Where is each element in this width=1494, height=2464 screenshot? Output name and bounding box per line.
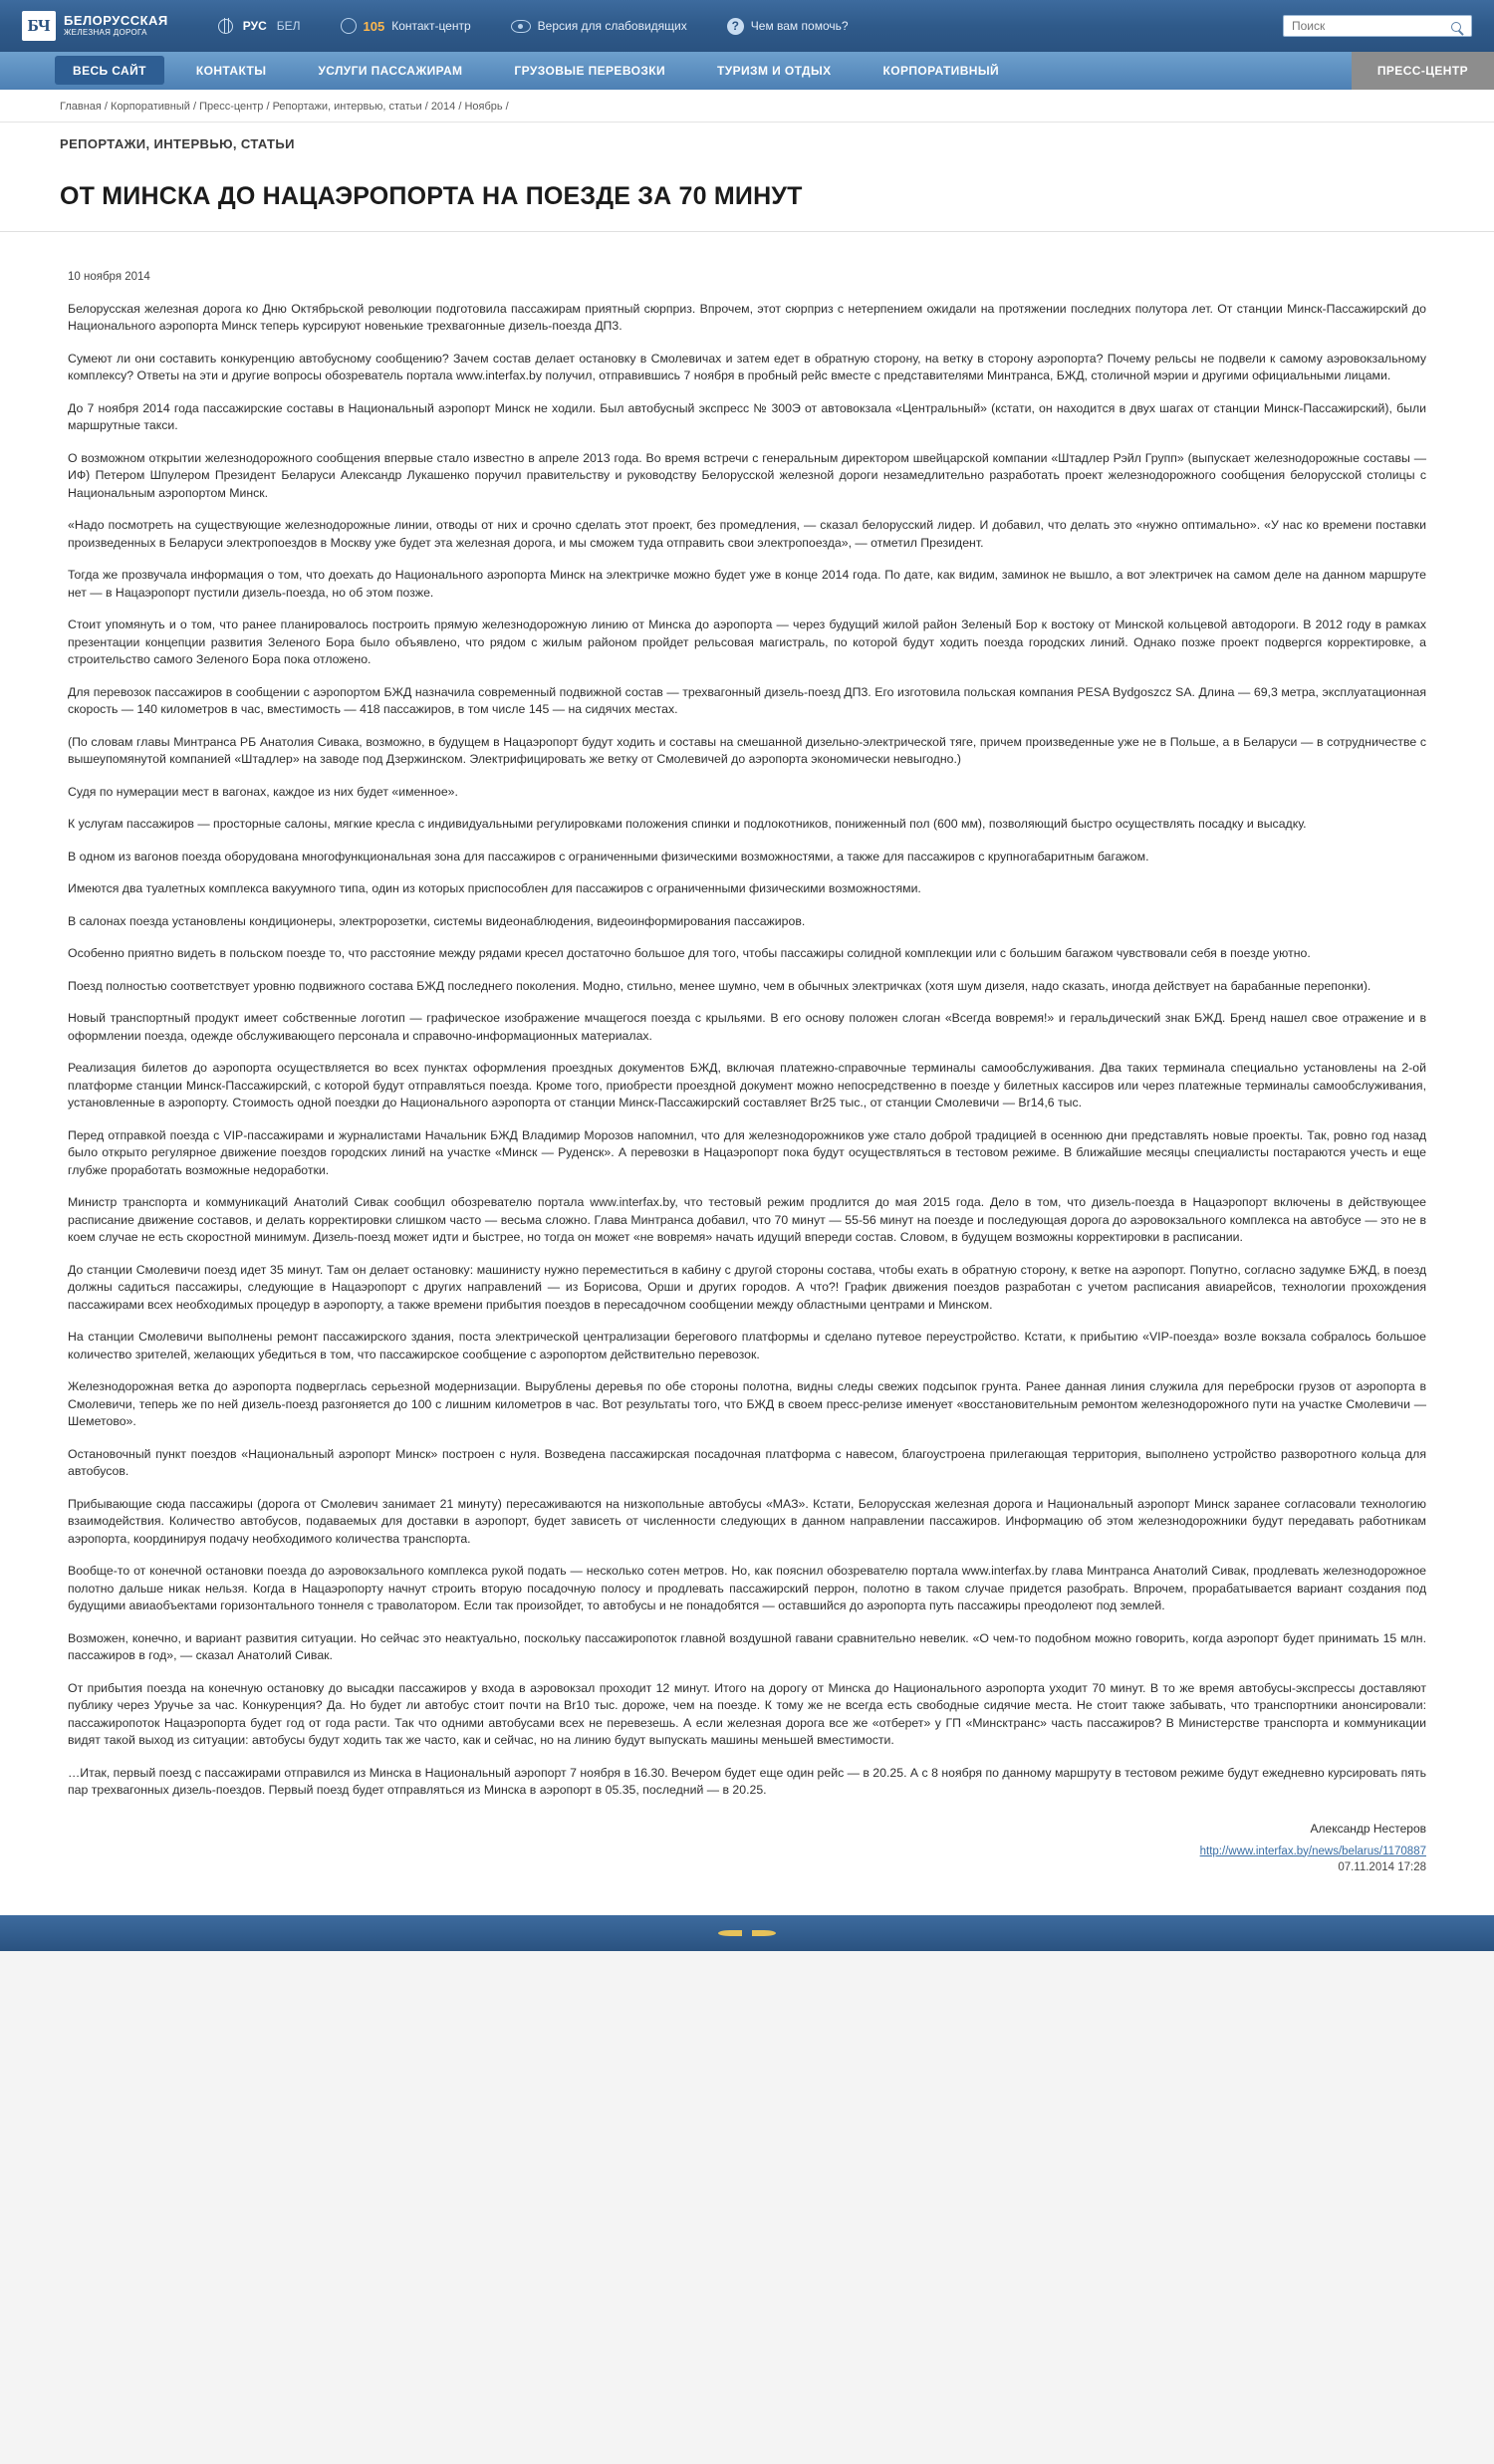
article-paragraph: Судя по нумерации мест в вагонах, каждое из них будет «именное».: [68, 784, 458, 799]
article-paragraph: Прибывающие сюда пассажиры (дорога от Смолевич занимает 21 минуту) пересаживаются на низкопольные автобусы «МАЗ». Кстати, Белорусская железная дорога и Национальный аэропорт Минск заранее согласовали технологию взаимодействия. Количество автобусов, подаваемых для доставки в аэропорт, будет зависеть от численности следующих в данном направлении пассажиров. Информацию об этом железнодорожники будут передавать работникам аэропорта, координируя подачу необходимого количества транспорта.: [68, 1496, 1426, 1546]
article-paragraph: Вообще-то от конечной остановки поезда до аэровокзального комплекса рукой подать — несколько сотен метров. Но, как пояснил обозревателю портала www.interfax.by глава Минтранса Анатолий Сивак, продлевать железнодорожное полотно дальше никак нельзя. Когда в Нацаэропорту начнут строить вторую посадочную полосу и продлевать пассажирский перрон, полотно в таком случае придется разобрать. Впрочем, прорабатывается вариант создания под будущими авиаобъектами горизонтального тоннеля с траволатором. Если так произойдет, то автобусы и не понадобятся — оставшийся до аэропорта путь пассажиры преодолеют под землей.: [68, 1564, 1426, 1612]
wings-icon: [718, 1925, 776, 1941]
logo-icon: БЧ: [22, 11, 56, 41]
article-paragraph: До станции Смолевичи поезд идет 35 минут. Там он делает остановку: машинисту нужно переместиться в кабину с другой стороны состава, чтобы ехать в обратную сторону, к ветке на аэропорт. Попутно, согласно задумке БЖД, в поезд должны садиться пассажиры, следующие в Нацаэропорт с других направлений — из Борисова, Орши и других городов. А что?! График движения поездов разработан с учетом расписания авиарейсов, технологии прохождения пассажирами всех необходимых процедур в аэропорту, а также времени прибытия поездов в пересадочном сообщении между областными центрами и Минском.: [68, 1262, 1426, 1312]
nav-item-press-centr[interactable]: ПРЕСС-ЦЕНТР: [1352, 52, 1494, 90]
contact-center-label: Контакт-центр: [391, 19, 471, 33]
article-body: [0, 249, 1494, 1889]
article-paragraph: Сумеют ли они составить конкуренцию автобусному сообщению? Зачем состав делает остановку в Смолевичах и затем едет в обратную сторону, на ветку в сторону аэропорта? Почему рельсы не подвели к самому аэровокзальному комплексу? Ответы на эти и другие вопросы обозреватель портала www.interfax.by получил, отправившись 7 ноября в пробный рейс вместе с представителями Минтранса, БЖД, столичной мэрии и другими официальными лицами.: [68, 351, 1426, 382]
article-date: 10 ноября 2014: [68, 270, 150, 283]
article-paragraph: Особенно приятно видеть в польском поезде то, что расстояние между рядами кресел достаточно большое для того, чтобы пассажиры солидной комплекции или с большим багажом чувствовали себя в поезде уютно.: [68, 946, 1311, 960]
section-title: РЕПОРТАЖИ, ИНТЕРВЬЮ, СТАТЬИ: [60, 136, 295, 151]
clock-icon: [341, 18, 357, 34]
logo-text: [64, 14, 168, 38]
article-paragraph: Поезд полностью соответствует уровню подвижного состава БЖД последнего поколения. Модно, стильно, менее шумно, чем в обычных электричках (хотя шум дизеля, надо сказать, иногда действует на барабанные перепонки).: [68, 978, 1371, 993]
article-paragraph: Перед отправкой поезда с VIP-пассажирами и журналистами Начальник БЖД Владимир Морозов напомнил, что для железнодорожников уже стало доброй традицией в осеннюю дни представлять новые проекты. Так, ровно год назад было открыто регулярное движение поездов городских линий на участке «Минск — Руденск». А перевозки в Нацаэропорт пока будут осуществляться в тестовом режиме. В ближайшие месяцы специалисты постараются учесть и еще глубже проработать возможные недоработки.: [68, 1127, 1426, 1177]
article-paragraph: Имеются два туалетных комплекса вакуумного типа, один из которых приспособлен для пассажиров с ограниченными физическими возможностями.: [68, 881, 921, 895]
search-icon: [1451, 22, 1461, 32]
search-input[interactable]: [1283, 15, 1472, 37]
contact-center[interactable]: [341, 18, 471, 34]
help-link[interactable]: [727, 18, 849, 35]
nav-item-ves-sait[interactable]: ВЕСЬ САЙТ: [55, 56, 164, 85]
article-paragraph: Белорусская железная дорога ко Дню Октябрьской революции подготовила пассажирам приятный сюрприз. Впрочем, этот сюрприз с нетерпением ожидали на протяжении последних полутора лет. От станции Минск-Пассажирский до Национального аэропорта Минск теперь курсируют новенькие трехвагонные дизель-поезда ДП3.: [68, 301, 1426, 333]
main-navigation[interactable]: [0, 52, 1494, 90]
article-author: Александр Нестеров: [1310, 1821, 1426, 1836]
accessibility-label: Версия для слабовидящих: [537, 19, 687, 33]
logo-line-1: БЕЛОРУССКАЯ: [64, 13, 168, 28]
search-box[interactable]: [1283, 15, 1472, 37]
breadcrumb[interactable]: Главная / Корпоративный / Пресс-центр / Репортажи, интервью, статьи / 2014 / Ноябрь /: [0, 90, 1494, 123]
lang-ru[interactable]: РУС: [242, 19, 267, 33]
article-paragraph: О возможном открытии железнодорожного сообщения впервые стало известно в апреле 2013 года. Во время встречи с генеральным директором швейцарской компании «Штадлер Рэйл Групп» (выпускает железнодорожные составы — ИФ) Петером Шпулером Президент Беларуси Александр Лукашенко поручил правительству и руководству Белорусской железной дороги незамедлительно разработать проект железнодорожного сообщения белорусской столицы с Национальным аэропортом Минск.: [68, 450, 1426, 500]
article-paragraph: До 7 ноября 2014 года пассажирские составы в Национальный аэропорт Минск не ходили. Был автобусный экспресс № 300Э от автовокзала «Центральный» (кстати, он находится в двух шагах от станции Минск-Пассажирский), были маршрутные такси.: [68, 400, 1426, 432]
article-paragraph: Возможен, конечно, и вариант развития ситуации. Но сейчас это неактуально, поскольку пассажиропоток главной воздушной гавани сравнительно невелик. «О чем-то подобном можно говорить, когда аэропорт будет принимать 15 млн. пассажиров в год», — сказал Анатолий Сивак.: [68, 1630, 1426, 1662]
globe-icon: [218, 19, 233, 34]
nav-item-turizm-i-otdyh[interactable]: ТУРИЗМ И ОТДЫХ: [717, 64, 832, 78]
article-paragraph: Для перевозок пассажиров в сообщении с аэропортом БЖД назначила современный подвижной состав — трехвагонный дизель-поезд ДП3. Его изготовила польская компания PESA Bydgoszcz SA. Длина — 69,3 метра, эксплуатационная скорость — 140 километров в час, вместимость — 418 пассажиров, в том числе 145 — на сидячих местах.: [68, 684, 1426, 716]
logo-line-2: ЖЕЛЕЗНАЯ ДОРОГА: [64, 28, 147, 37]
article-paragraph: Реализация билетов до аэропорта осуществляется во всех пунктах оформления проездных документов БЖД, включая платежно-справочные терминалы самообслуживания. Два таких терминала специально установлены на 2-ой платформе станции Минск-Пассажирский, с которой будут отправляться поезда. Кроме того, приобрести проездной документ можно непосредственно в поезде у билетных кассиров или через платежные терминалы самообслуживания, установленные в аэропорту. Стоимость одной поездки до Национального аэропорта от станции Минск-Пассажирский составляет Br25 тыс., от станции Смолевичи — Br14,6 тыс.: [68, 1061, 1426, 1109]
article-paragraph: Новый транспортный продукт имеет собственные логотип — графическое изображение мчащегося поезда с крыльями. В его основу положен слоган «Всегда вовремя!» и геральдический знак БЖД. Бренд нашел свое отражение и в оформлении поезда, одежде обслуживающего персонала и справочно-информационных материалах.: [68, 1011, 1426, 1043]
article-paragraph: (По словам главы Минтранса РБ Анатолия Сивака, возможно, в будущем в Нацаэропорт будут ходить и составы на смешанной дизельно-электрической тяге, причем произведенные уже не в Польше, а в Беларуси — в сотрудничестве с вышеупомянутой компанией «Штадлер» на заводе под Дзержинском. Электрифицировать же ветку от Смолевичей до аэропорта экономически невыгодно.): [68, 734, 1426, 766]
nav-item-gruzovye-perevozki[interactable]: ГРУЗОВЫЕ ПЕРЕВОЗКИ: [514, 64, 665, 78]
contact-center-number: 105: [363, 18, 385, 34]
search-button[interactable]: [1451, 18, 1468, 35]
article-paragraph: Стоит упомянуть и о том, что ранее планировалось построить прямую железнодорожную линию от Минска до аэропорта — через будущий жилой район Зеленый Бор к востоку от Минской кольцевой автодороги. В 2012 году в рамках презентации концепции развития Зеленого Бора было объявлено, что рядом с жилым районом пройдет рельсовая магистраль, по которой будут ходить поезда городских линий. Однако позже проект подвергся корректировке, а строительство самого Зеленого Бора пока отложено.: [68, 617, 1426, 666]
page-title: ОТ МИНСКА ДО НАЦАЭРОПОРТА НА ПОЕЗДЕ ЗА 70 МИНУТ: [0, 174, 1494, 232]
help-label: Чем вам помочь?: [750, 19, 849, 33]
article-paragraph: На станции Смолевичи выполнены ремонт пассажирского здания, поста электрической централизации берегового платформы и сделано путевое переустройство. Кстати, к прибытию «VIP-поезда» возле вокзала собралось большое количество зрителей, желающих убедиться в том, что пассажирское сообщение с аэропортом действительно перевозок.: [68, 1330, 1426, 1361]
article-paragraph: Министр транспорта и коммуникаций Анатолий Сивак сообщил обозревателю портала www.interfax.by, что тестовый режим продлится до мая 2015 года. Дело в том, что дизель-поезда в Нацаэропорт включены в действующее расписание движение составов, и делать корректировки слишком часто — весьма сложно. Глава Минтранса добавил, что 70 минут — 55-56 минут на поезде и последующая дорога до аэровокзального комплекса на автобусе — это не в коем случае не есть скоростной минимум. Дизель-поезд может идти и быстрее, но тогда он может «не вовремя» начать идущий впереди состав. Словом, в будущем возможны корректировки в расписании.: [68, 1195, 1426, 1244]
eye-icon: [511, 20, 531, 33]
article-paragraph: Тогда же прозвучала информация о том, что доехать до Национального аэропорта Минск на электричке можно будет уже в конце 2014 года. По дате, как видим, заминок не вышло, а вот электричек на самом деле на данном маршруте нет — в Нацаэропорт пустили дизель-поезда, но об этом позже.: [68, 568, 1426, 600]
article-paragraph: От прибытия поезда на конечную остановку до высадки пассажиров у входа в аэровокзал проходит 12 минут. Итого на дорогу от Минска до Национального аэропорта уходит 70 минут. В то же время автобусы-экспрессы доставляют публику через Уручье за час. Конкуренция? Да. Но будет ли автобус стоит почти на Br10 тыс. дороже, чем на поезде. К тому же не всегда есть свободные сидячие места. Не стоит также забывать, что транспортники анонсировали: пассажиропоток Нацаэропорта будет год от года расти. Так что одними автобусами всех не перевезешь. А если железная дорога все же «отберет» у ГП «Минсктранс» часть пассажиров? В Министерстве транспорта и коммуникации видят такой выход из ситуации: автобусы будут ходить так же часто, как и сейчас, но на линию будут выпускать машины меньшей вместимости.: [68, 1680, 1426, 1747]
language-switcher[interactable]: [218, 19, 301, 34]
article-paragraph: «Надо посмотреть на существующие железнодорожные линии, отводы от них и срочно сделать этот проект, без промедления, — сказал белорусский лидер. И добавил, что делать это «нужно оптимально». «У нас ко времени поставки произведенных в Беларуси электропоездов в Москву уже будет эта железная дорога, и мы сможем туда отправить свои электропоезда», — отметил Президент.: [68, 518, 1426, 550]
article-timestamp: 07.11.2014 17:28: [1338, 1860, 1426, 1873]
source-link[interactable]: http://www.interfax.by/news/belarus/1170887: [1199, 1845, 1426, 1857]
footer: [0, 1915, 1494, 1951]
article-paragraph: Железнодорожная ветка до аэропорта подверглась серьезной модернизации. Вырублены деревья по обе стороны полотна, видны следы свежих подсыпок грунта. Ранее данная линия служила для переброски грузов от аэропорта в Смолевичи, теперь же по ней дизель-поезд разгоняется до 100 с лишним километров в час. Вот результаты того, что БЖД в своем пресс-релизе именует «восстановительным ремонтом железнодорожного пути на участке Смолевичи — Шеметово».: [68, 1379, 1426, 1428]
article-paragraph: В салонах поезда установлены кондиционеры, электророзетки, системы видеонаблюдения, видеоинформирования пассажиров.: [68, 913, 806, 928]
accessibility-version[interactable]: [511, 19, 687, 33]
top-bar: [0, 0, 1494, 52]
nav-item-uslugi-passazhiram[interactable]: УСЛУГИ ПАССАЖИРАМ: [318, 64, 463, 78]
article-source[interactable]: [68, 1846, 1426, 1857]
nav-item-korporativnyi[interactable]: КОРПОРАТИВНЫЙ: [882, 64, 999, 78]
lang-be[interactable]: БЕЛ: [276, 19, 301, 33]
question-icon: ?: [727, 18, 744, 35]
article-paragraph: К услугам пассажиров — просторные салоны, мягкие кресла с индивидуальными регулировками положения спинки и подлокотников, пониженный пол (600 мм), позволяющий быстро осуществлять посадку и высадку.: [68, 817, 1307, 831]
article-paragraph: В одном из вагонов поезда оборудована многофункциональная зона для пассажиров с ограниченными физическими возможностями, а также для пассажиров с крупногабаритным багажом.: [68, 849, 1149, 863]
nav-item-kontakty[interactable]: КОНТАКТЫ: [195, 64, 267, 78]
article-paragraph: …Итак, первый поезд с пассажирами отправился из Минска в Национальный аэропорт 7 ноября в 16.30. Вечером будет еще один рейс — в 20.25. А с 8 ноября по данному маршруту в тестовом режиме будут ежедневно курсировать пять пар трехвагонных дизель-поездов. Первый поезд будет отправляться из Минска в аэропорт в 05.35, последний — в 20.25.: [68, 1765, 1426, 1797]
site-logo[interactable]: [22, 11, 168, 41]
article-paragraph: Остановочный пункт поездов «Национальный аэропорт Минск» построен с нуля. Возведена пассажирская посадочная платформа с навесом, благоустроена прилегающая территория, выполнено устройство разворотного кольца для автобусов.: [68, 1446, 1426, 1478]
